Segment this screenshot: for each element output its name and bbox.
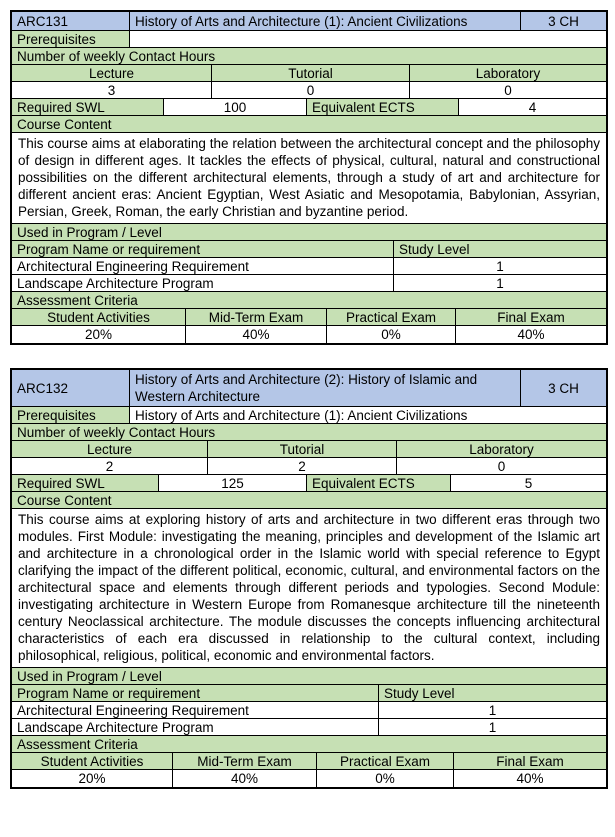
laboratory-label: Laboratory <box>410 65 606 81</box>
contact-hours-heading-row <box>12 48 606 65</box>
required-swl-label: Required SWL <box>12 99 164 115</box>
lecture-hours: 2 <box>12 458 208 474</box>
program-name: Architectural Engineering Requirement <box>12 258 394 274</box>
laboratory-hours: 0 <box>504 82 512 98</box>
contact-hours-heading: Number of weekly Contact Hours <box>12 424 606 440</box>
course-table-arc131 <box>10 10 608 345</box>
course-title: History of Arts and Architecture (2): History of Islamic and Western Architecture <box>130 370 521 406</box>
study-level-header: Study Level <box>394 241 606 257</box>
contact-hours-header-row <box>12 65 606 82</box>
prerequisites-value <box>130 31 606 47</box>
course-table-arc132 <box>10 368 608 789</box>
assessment-header-mid-term-exam: Mid-Term Exam <box>186 309 327 325</box>
program-name: Architectural Engineering Requirement <box>12 702 379 718</box>
required-swl-label: Required SWL <box>12 475 159 491</box>
prerequisites-label: Prerequisites <box>12 31 130 47</box>
course-title: History of Arts and Architecture (1): Ancient Civilizations <box>130 12 521 30</box>
contact-hours-heading: Number of weekly Contact Hours <box>12 48 606 64</box>
assessment-header-final-exam: Final Exam <box>456 309 606 325</box>
assessment-header-row <box>12 753 606 770</box>
program-header-row <box>12 685 606 702</box>
prerequisites-label: Prerequisites <box>12 407 130 423</box>
study-level-value: 1 <box>488 719 497 735</box>
required-swl-value: 100 <box>164 99 307 115</box>
course-content-row <box>12 133 606 224</box>
contact-hours-values-row <box>12 82 606 99</box>
equivalent-ects-label: Equivalent ECTS <box>307 99 459 115</box>
assessment-value-mid-term-exam: 40% <box>186 326 327 343</box>
program-row <box>12 275 606 292</box>
tutorial-hours: 0 <box>212 82 410 98</box>
study-level-value: 1 <box>496 275 504 291</box>
study-level-value: 1 <box>488 702 497 718</box>
used-in-heading: Used in Program / Level <box>12 668 606 684</box>
course-content-text: This course aims at exploring history of arts and architecture in two different eras through two modules. First Module: investigating the meaning, principles and development of the Islamic art and architecture in a chronological order in the Islamic world with special reference to Egypt clarifying the impact of the different political, economic, cultural, and environmental factors on the architectural space and elements through different periods and typologies. Second Module: investigating architecture in Western Europe from Romanesque architecture till the nineteenth century Neoclassical architecture. The module discusses the concepts influencing architectural characteristics of each era discussed in relationship to the cultural context, including philosophical, religious, political, economic and environmental factors. <box>18 512 600 663</box>
program-name: Landscape Architecture Program <box>12 719 379 735</box>
assessment-value-final-exam: 40% <box>516 771 544 786</box>
assessment-value-practical-exam: 0% <box>327 326 456 343</box>
equivalent-ects-value: 4 <box>528 99 537 115</box>
prerequisites-row <box>12 407 606 424</box>
assessment-header-student-activities: Student Activities <box>12 309 186 325</box>
program-name-header: Program Name or requirement <box>12 685 379 701</box>
program-header-row <box>12 241 606 258</box>
course-content-heading-row <box>12 492 606 509</box>
laboratory-label: Laboratory <box>397 441 606 457</box>
lecture-label: Lecture <box>12 441 208 457</box>
course-content-heading: Course Content <box>12 116 606 132</box>
study-level-header: Study Level <box>379 685 606 701</box>
contact-hours-values-row <box>12 458 606 475</box>
prerequisites-value: History of Arts and Architecture (1): Ancient Civilizations <box>135 407 468 423</box>
assessment-value-final-exam: 40% <box>517 327 545 342</box>
assessment-header-student-activities: Student Activities <box>12 753 173 769</box>
assessment-heading-row <box>12 292 606 309</box>
credit-hours-badge: 3 CH <box>521 12 606 30</box>
assessment-value-practical-exam: 0% <box>317 770 454 787</box>
assessment-header-row <box>12 309 606 326</box>
tutorial-label: Tutorial <box>212 65 410 81</box>
swl-ects-row <box>12 475 606 492</box>
credit-hours-badge: 3 CH <box>521 370 606 406</box>
assessment-heading: Assessment Criteria <box>12 736 606 752</box>
course-content-text: This course aims at elaborating the relation between the architectural concept and the philosophy of design in different ages. It tackles the effects of physical, cultural, natural and constructional possibilities on the different architectural elements, through a study of art and architecture for different ancient eras: Ancient Egyptian, West Asiatic and Mesopotamia, Babylonian, Assyrian, Persian, Greek, Roman, the early Christian and byzantine period. <box>18 136 600 219</box>
prerequisites-row <box>12 31 606 48</box>
course-content-row <box>12 509 606 668</box>
tutorial-label: Tutorial <box>208 441 397 457</box>
assessment-heading-row <box>12 736 606 753</box>
used-in-heading: Used in Program / Level <box>12 224 606 240</box>
program-name: Landscape Architecture Program <box>12 275 394 291</box>
course-header-row <box>12 370 606 407</box>
course-content-heading: Course Content <box>12 492 606 508</box>
tutorial-hours: 2 <box>208 458 397 474</box>
contact-hours-header-row <box>12 441 606 458</box>
used-in-heading-row <box>12 668 606 685</box>
assessment-header-final-exam: Final Exam <box>454 753 606 769</box>
assessment-header-practical-exam: Practical Exam <box>327 309 456 325</box>
laboratory-hours: 0 <box>497 458 506 474</box>
assessment-header-practical-exam: Practical Exam <box>317 753 454 769</box>
assessment-heading: Assessment Criteria <box>12 292 606 308</box>
lecture-label: Lecture <box>12 65 212 81</box>
required-swl-value: 125 <box>159 475 307 491</box>
course-code: ARC131 <box>12 12 130 30</box>
assessment-header-mid-term-exam: Mid-Term Exam <box>173 753 317 769</box>
equivalent-ects-value: 5 <box>524 475 533 491</box>
swl-ects-row <box>12 99 606 116</box>
program-row <box>12 258 606 275</box>
lecture-hours: 3 <box>12 82 212 98</box>
assessment-value-student-activities: 20% <box>12 770 173 787</box>
assessment-values-row <box>12 770 606 787</box>
used-in-heading-row <box>12 224 606 241</box>
course-code: ARC132 <box>12 370 130 406</box>
assessment-values-row <box>12 326 606 343</box>
contact-hours-heading-row <box>12 424 606 441</box>
program-name-header: Program Name or requirement <box>12 241 394 257</box>
study-level-value: 1 <box>496 258 504 274</box>
course-content-heading-row <box>12 116 606 133</box>
program-row <box>12 719 606 736</box>
assessment-value-student-activities: 20% <box>12 326 186 343</box>
course-header-row <box>12 12 606 31</box>
assessment-value-mid-term-exam: 40% <box>173 770 317 787</box>
equivalent-ects-label: Equivalent ECTS <box>307 475 451 491</box>
program-row <box>12 702 606 719</box>
